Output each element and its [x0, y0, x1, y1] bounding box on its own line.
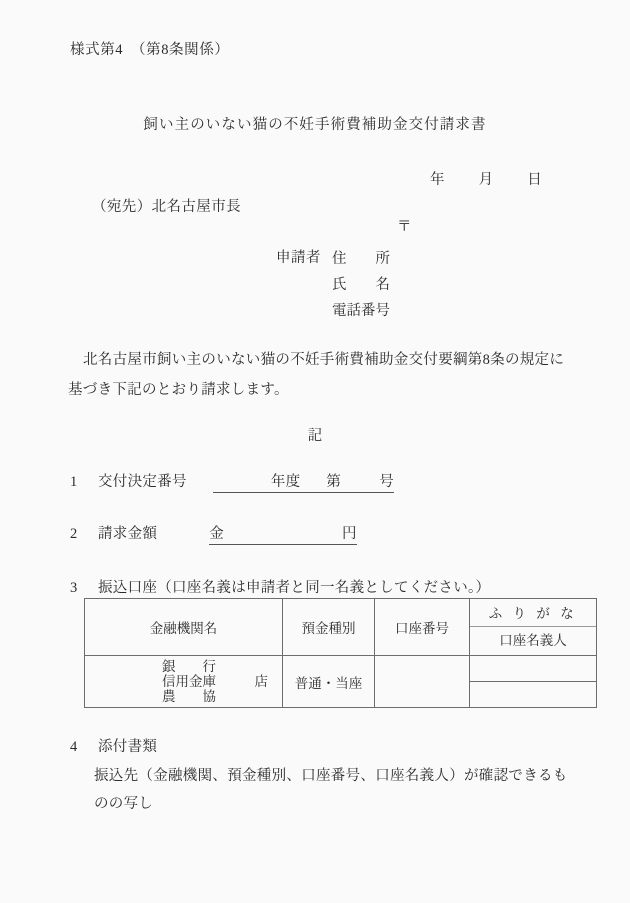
header-deposit-type: 預金種別 [283, 599, 375, 656]
cell-account-holder[interactable] [470, 682, 596, 707]
form-number: 様式第4 （第8条関係） [70, 42, 230, 58]
cell-furigana[interactable] [470, 657, 596, 682]
body-name-stack [470, 657, 596, 707]
item3-label: 振込口座（口座名義は申請者と同一名義としてください。） [98, 580, 491, 596]
item-transfer-account [70, 576, 490, 597]
institution-option-row-3 [85, 689, 282, 704]
header-name-stack [470, 600, 596, 655]
bank-account-table [84, 598, 597, 708]
item1-value-field[interactable] [213, 473, 394, 493]
item1-year-unit: 年度 [270, 474, 301, 490]
table-header-row [85, 599, 597, 656]
institution-option-row-1 [85, 659, 282, 674]
item2-number: 2 [70, 526, 78, 542]
date-day-label: 日 [527, 172, 542, 188]
institution-option-bank[interactable]: 銀 行 [162, 659, 216, 674]
page-title: 飼い主のいない猫の不妊手術費補助金交付請求書 [143, 117, 487, 133]
item1-no-prefix: 第 [326, 474, 342, 490]
item4-label: 添付書類 [98, 739, 158, 755]
cell-account-number[interactable] [375, 656, 470, 708]
item-attachments [70, 735, 157, 756]
branch-suffix-label: 店 [254, 674, 268, 689]
item4-number: 4 [70, 739, 78, 755]
item1-no-suffix: 号 [379, 474, 395, 490]
date-month-label: 月 [478, 172, 494, 188]
header-institution-name: 金融機関名 [85, 599, 283, 656]
item3-number: 3 [70, 580, 78, 596]
item1-label: 交付決定番号 [98, 474, 187, 490]
item2-amount-field[interactable] [209, 525, 357, 545]
date-line [430, 168, 542, 189]
applicant-label: 申請者 [276, 250, 321, 266]
institution-option-nokyo[interactable]: 農 協 [162, 689, 216, 704]
header-account-holder-group [470, 599, 597, 656]
ki-mark: 記 [307, 428, 323, 444]
header-furigana: ふ り が な [470, 600, 596, 627]
institution-options [85, 656, 282, 707]
item2-amount-prefix: 金 [209, 526, 225, 542]
item2-label: 請求金額 [98, 526, 158, 542]
applicant-fields [332, 246, 390, 324]
addressee: （宛先）北名古屋市長 [92, 199, 241, 215]
cell-institution-name[interactable] [85, 656, 283, 708]
applicant-address-label: 住 所 [332, 251, 390, 267]
table-row [85, 656, 597, 708]
item2-amount-suffix: 円 [342, 526, 357, 542]
applicant-name-label: 氏 名 [332, 277, 390, 293]
postal-code-mark-icon: 〒 [397, 219, 412, 235]
date-year-label: 年 [430, 172, 445, 188]
institution-option-row-2 [85, 674, 282, 689]
institution-option-shinkin[interactable]: 信用金庫 [162, 674, 216, 689]
attachment-description: 振込先（金融機関、預金種別、口座番号、口座名義人）が確認できるものの写し [94, 768, 568, 812]
applicant-phone-label: 電話番号 [332, 303, 390, 319]
item-grant-decision-number [70, 470, 394, 493]
item-claim-amount [70, 522, 357, 545]
cell-account-holder-group [470, 656, 597, 708]
cell-deposit-type[interactable]: 普通・当座 [283, 656, 375, 708]
item1-number: 1 [70, 474, 78, 490]
header-account-number: 口座番号 [375, 599, 470, 656]
header-account-holder: 口座名義人 [499, 632, 567, 648]
body-paragraph: 北名古屋市飼い主のいない猫の不妊手術費補助金交付要綱第8条の規定に基づき下記のとおり請求します。 [68, 352, 565, 398]
